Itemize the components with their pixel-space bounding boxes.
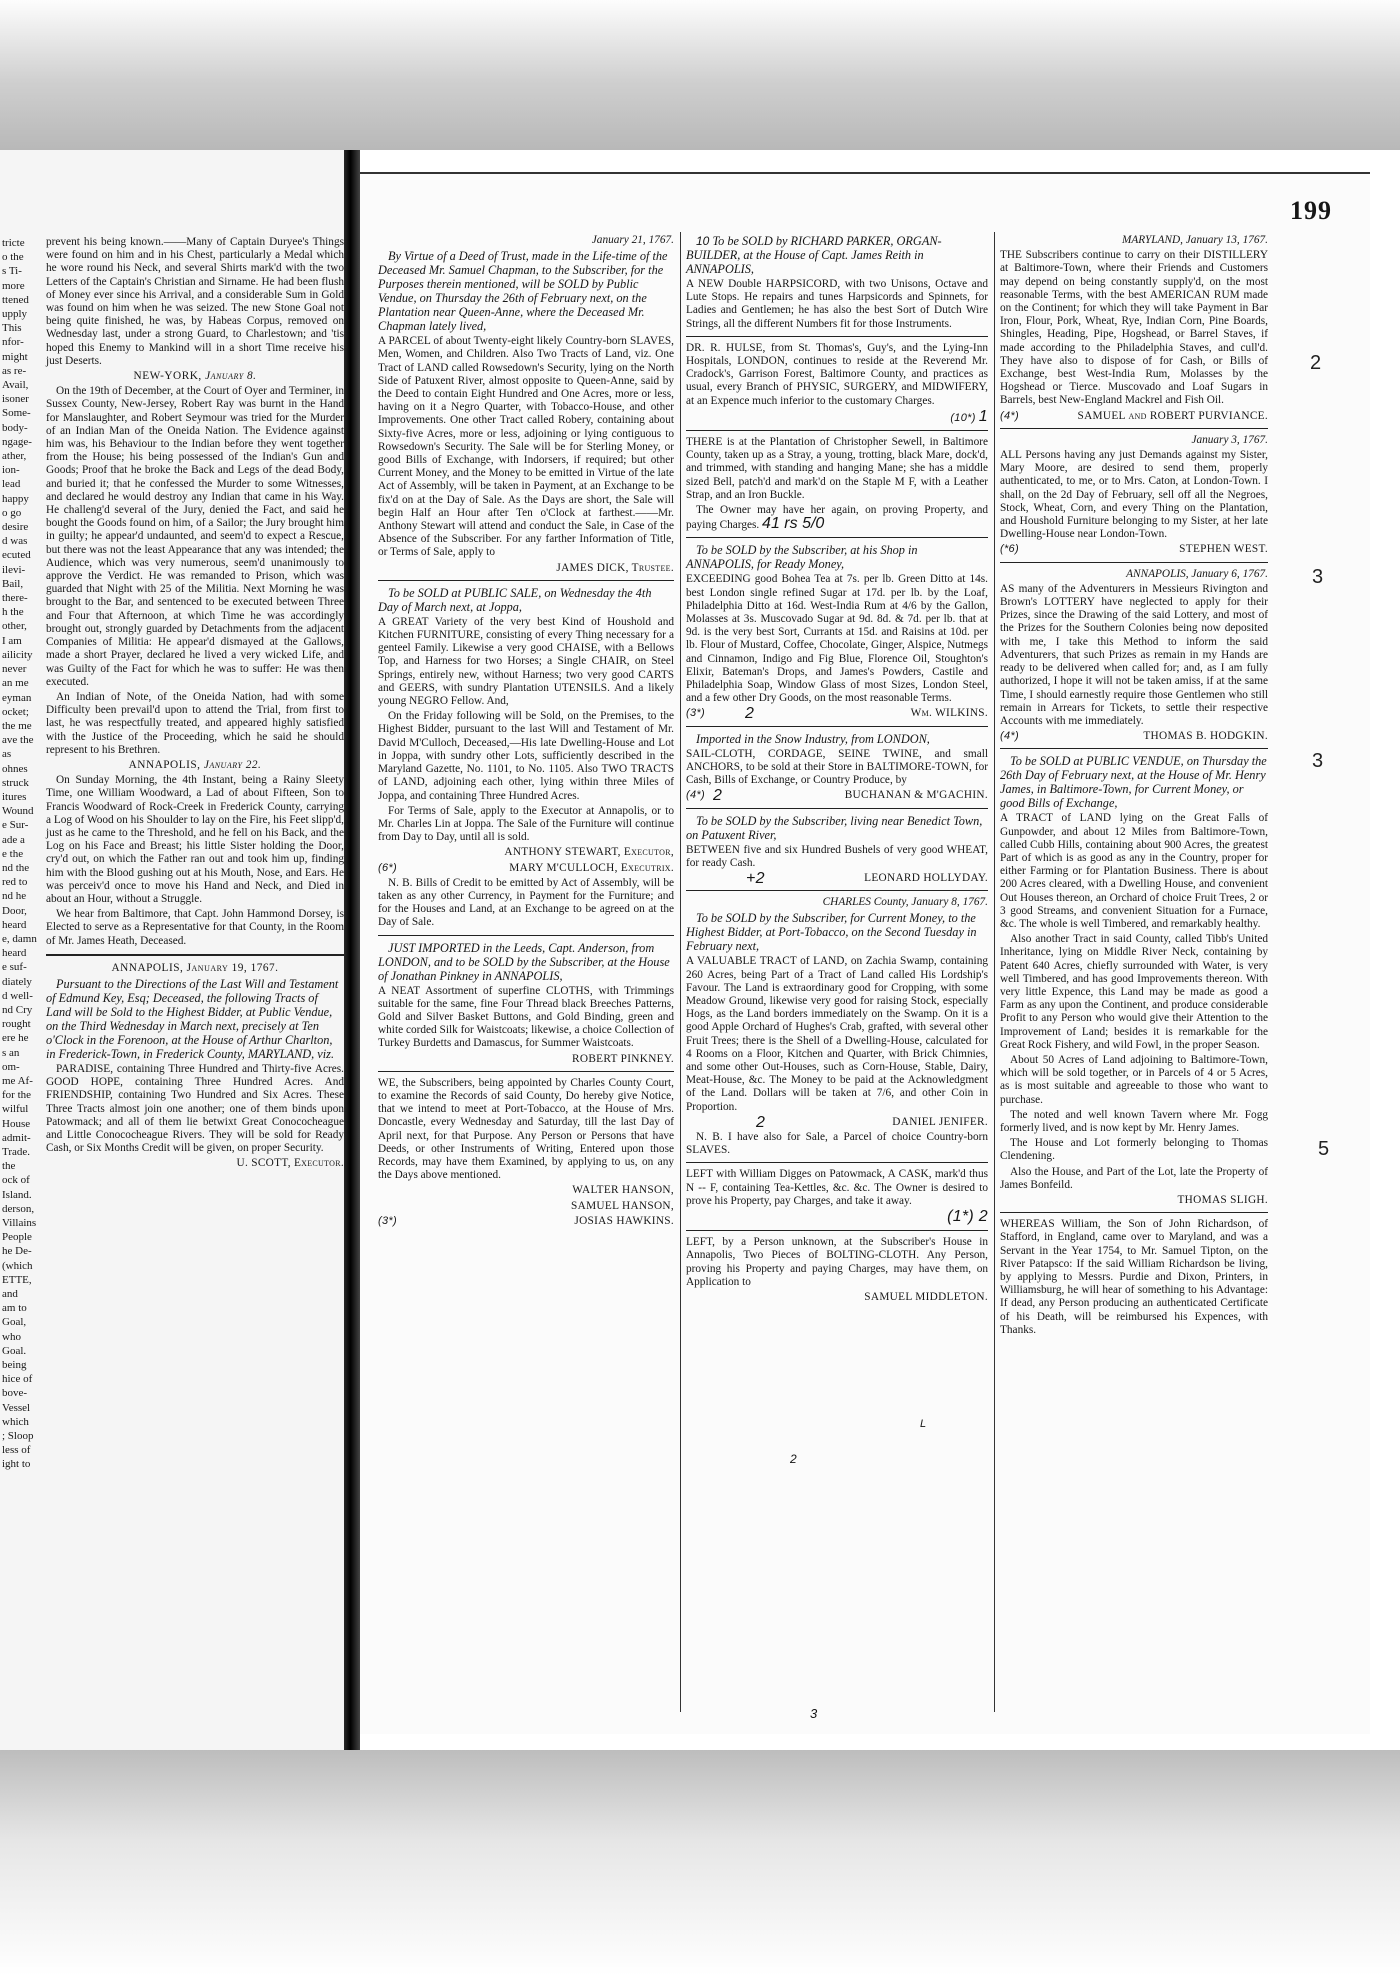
news-paragraph: prevent his being known.——Many of Captain Duryee's Things were found on him and in his Chest, particularly a Medal which he wore round his Neck, and several Shirts mark'd with the two Letters of the Captain's Christian and Sirname. He had been flush of Money ever since his Arrival, and a considerable Sum in Gold was found on him when he was seized. The new Stone Goal not being quite finished, he was, by Habeas Corpus, removed on Wednesday last, under a strong Guard, to Charlestown; and 'tis hoped this Enemy to Mankind will in a short Time receive his just Deserts. xyxy=(46,236,344,367)
ad-signature: SAMUEL HANSON, xyxy=(571,1199,674,1212)
handwritten-mark: (4*) xyxy=(686,789,705,802)
fragment-line: there- xyxy=(2,592,28,605)
fragment-line: ave the xyxy=(2,734,34,747)
fragment-line: less of xyxy=(2,1444,31,1457)
fragment-line: ilevi- xyxy=(2,563,26,576)
fragment-line: ecuted xyxy=(2,549,31,562)
ad-body: The noted and well known Tavern where Mr. Fogg formerly lived, and is now kept by Mr. Henry James. xyxy=(1000,1108,1268,1134)
margin-mark: 2 xyxy=(1310,352,1322,374)
fragment-line: isoner xyxy=(2,393,29,406)
fragment-line: ohnes xyxy=(2,762,28,775)
ad-title: To be SOLD at PUBLIC SALE, on Wednesday the 4th Day of March next, at Joppa, xyxy=(378,585,652,614)
news-paragraph: An Indian of Note, of the Oneida Nation, had with some Difficulty been prevail'd upon to attend the Trial, from first to last, he was respectfully treated, and appeared highly satisfied with the Justice of the Proceeding, which he said he should represent to his Brethren. xyxy=(46,690,344,756)
ad-signature xyxy=(1000,543,1268,556)
ad-signature: SAMUEL MIDDLETON. xyxy=(864,1290,988,1303)
fragment-line: h the xyxy=(2,606,24,619)
ad-body: BETWEEN five and six Hundred Bushels of very good WHEAT, for ready Cash. xyxy=(686,843,988,869)
ad-title: To be SOLD by the Subscriber, for Current Money, to the Highest Bidder, at Port-Tobacco, on the Second Tuesday in February next, xyxy=(686,911,977,954)
fragment-line: Island. xyxy=(2,1188,32,1201)
fragment-line: hice of xyxy=(2,1373,33,1386)
ad-body: A NEW Double HARPSICORD, with two Unisons, Octave and Lute Stops. He repairs and tunes Harpsicords and Spinnets, for Ladies and Gentlemen; he has also the best Sort of Dutch Wire Strings, all the different Numbers fit for those Instruments. xyxy=(686,278,988,330)
fragment-line: Villains xyxy=(2,1217,37,1230)
ad-rule xyxy=(1000,562,1268,563)
ad-rule xyxy=(686,890,988,891)
ad-dateline: ANNAPOLIS, January 19, 1767. xyxy=(111,961,279,974)
column-divider xyxy=(680,232,681,1712)
ad-signature xyxy=(686,1207,988,1225)
ad-title: JUST IMPORTED in the Leeds, Capt. Anderson, from LONDON, and to be SOLD by the Subscriber, at the House of Jonathan Pinkney in ANNAPOLIS, xyxy=(378,940,670,983)
ad-date: MARYLAND, January 13, 1767. xyxy=(1121,234,1268,246)
ad-body: SAIL-CLOTH, CORDAGE, SEINE TWINE, and small ANCHORS, to be sold at their Store in BALTIMORE-TOWN, for Cash, Bills of Exchange, or Country Produce, by xyxy=(686,747,988,787)
fragment-line: s Ti- xyxy=(2,265,22,278)
fragment-line: ocket; xyxy=(2,705,29,718)
handwritten-mark: 2 xyxy=(790,1452,797,1466)
ad-signature-text: THOMAS B. HODGKIN. xyxy=(1143,730,1268,743)
fragment-line: wilful xyxy=(2,1103,29,1116)
dateline-place: NEW-YORK, xyxy=(133,370,202,383)
fragment-line: e the xyxy=(2,847,24,860)
ad-body: The House and Lot formerly belonging to Thomas Clendening. xyxy=(1000,1137,1268,1163)
margin-mark: 3 xyxy=(1312,566,1324,588)
fragment-line: nd he xyxy=(2,890,27,903)
fragment-line: bove- xyxy=(2,1387,28,1400)
ad-date: January 21, 1767. xyxy=(591,234,674,246)
ad-body: LEFT with William Digges on Patowmack, A CASK, mark'd thus N -- F, containing Tea-Kettles, &c. &c. The Owner is desired to prove his Property, pay Charges, and take it away. xyxy=(686,1168,988,1207)
fragment-line: struck xyxy=(2,776,29,789)
fragment-line: ; Sloop xyxy=(2,1430,34,1443)
fragment-line: heard xyxy=(2,947,27,960)
fragment-line: upply xyxy=(2,308,28,321)
fragment-line: ETTE, xyxy=(2,1273,32,1286)
fragment-line: admit- xyxy=(2,1131,31,1144)
ad-rule xyxy=(686,726,988,727)
fragment-line: Vessel xyxy=(2,1401,31,1414)
fragment-line: lead xyxy=(2,478,21,491)
ad-body: For Terms of Sale, apply to the Executor at Annapolis, or to Mr. Charles Lin at Joppa. The Sale of the Furniture will continue from Day to Day, until all is sold. xyxy=(378,804,674,844)
fragment-line: e suf- xyxy=(2,961,27,974)
ad-signature: WALTER HANSON, xyxy=(572,1184,674,1197)
scan-top-shadow xyxy=(0,0,1400,150)
ad-title: To be SOLD by the Subscriber, living near Benedict Town, on Patuxent River, xyxy=(686,813,983,842)
left-fragment-column xyxy=(2,236,40,1716)
fragment-line: ock of xyxy=(2,1174,30,1187)
fragment-line: heard xyxy=(2,918,27,931)
fragment-line: the me xyxy=(2,719,32,732)
ad-body: LEFT, by a Person unknown, at the Subscriber's House in Annapolis, Two Pieces of BOLTING-CLOTH. Any Person, proving his Property and paying Charges, may have them, on Application to xyxy=(686,1236,988,1288)
ad-signature xyxy=(686,787,988,805)
fragment-line: ttened xyxy=(2,293,29,306)
fragment-line: who xyxy=(2,1330,21,1343)
ad-body: EXCEEDING good Bohea Tea at 7s. per lb. Green Ditto at 14s. best London single refined Sugar at 17d. per lb. by the Loaf, Philadelphia Ditto at 16d. West-India Rum at 4/6 by the Gallon, Molasses at 3s. Muscovado Sugar at 9d. 8d. & 7d. per lb. that at 9d. is the very best Sort, Currants at 15d. and Raisins at 10d. per lb. Flour of Mustard, Coffee, Chocolate, Ginger, Alspice, Nutmegs and Cinnamon, Indigo and Fig Blue, Florence Oil, Stoughton's Elixir, Bateman's Drops, and James's Powders, Castile and Philadelphia Soap, Window Glass of most Sizes, London Steel, and a few other Dry Goods, on the most reasonable Terms. xyxy=(686,573,988,705)
ad-date: CHARLES County, January 8, 1767. xyxy=(822,896,988,909)
news-heading xyxy=(46,370,344,383)
fragment-line: People xyxy=(2,1231,32,1244)
ad-signature: U. SCOTT, Executor. xyxy=(236,1157,344,1170)
handwritten-mark: 10 xyxy=(696,234,710,248)
fragment-line: nd Cry xyxy=(2,1003,33,1016)
fragment-line: red to xyxy=(2,876,28,889)
ad-date: ANNAPOLIS, January 6, 1767. xyxy=(1126,567,1268,580)
ad-body: A VALUABLE TRACT of LAND, on Zachia Swamp, containing 260 Acres, being Part of a Tract of Land called His Lordship's Favour. The Land is extraordinary good for Cropping, with some Meadow Ground, likewise very good for raising Stock, especially Hogs, as the Land borders immediately on the Swamp. On it is a good Apple Orchard of Hughes's Crab, grafted, with several other Fruit Trees; there is the Shell of a Dwelling-House, calculated for 4 Rooms on a Floor, Kitchen and Quarter, with Brick Chimnies, and some other Out-Houses, such as Corn-House, Stable, Dairy, Meat-House, &c. The Money to be paid at the Acknowledgment of the Land. Dollars will be taken at 7/6, and other Coin in Proportion. xyxy=(686,955,988,1113)
ad-rule xyxy=(686,1162,988,1163)
ad-rule xyxy=(378,935,674,936)
fragment-line: ade a xyxy=(2,833,25,846)
ad-body: DR. R. HULSE, from St. Thomas's, Guy's, and the Lying-Inn Hospitals, LONDON, continues to reside at the Reverend Mr. Cradock's, Garrison Forest, Baltimore County, and practices as usual, every Branch of PHYSIC, SURGERY, and MIDWIFERY, at an Expence much inferior to the customary Charges. xyxy=(686,341,988,407)
fragment-line: me Af- xyxy=(2,1074,33,1087)
fragment-line: never xyxy=(2,663,27,676)
ad-rule xyxy=(378,580,674,581)
fragment-line: eyman xyxy=(2,691,32,704)
ad-title: Pursuant to the Directions of the Last Will and Testament of Edmund Key, Esq; Deceased, the following Tracts of Land will be Sold to the Highest Bidder, at Public Vendue, on the Third Wednesday in March next, precisely at Ten o'Clock in the Forenoon, at the House of Arthur Charlton, in Frederick-Town, in Frederick County, MARYLAND, viz. xyxy=(46,976,339,1061)
dateline-place: ANNAPOLIS, xyxy=(128,758,201,771)
scan-bottom-shadow xyxy=(0,1750,1400,1976)
fragment-line: I am xyxy=(2,634,22,647)
fragment-line: itures xyxy=(2,790,27,803)
ad-rule xyxy=(686,537,988,538)
ad-body: A GREAT Variety of the very best Kind of Houshold and Kitchen FURNITURE, consisting of every Thing necessary for a genteel Family. Likewise a very good CHAISE, with a Bellows Top, and Harness for two Horses; a Single CHAIR, on Steel Springs, entirely new, without Harness; two very good CARTS and GEERS, with sundry Plantation UTENSILS. And a likely young NEGRO Fellow. And, xyxy=(378,615,674,708)
fragment-line: nfor- xyxy=(2,336,24,349)
ad-body: Also the House, and Part of the Lot, late the Property of James Bonfeild. xyxy=(1000,1165,1268,1191)
fragment-line: e Sur- xyxy=(2,819,29,832)
fragment-line: s an xyxy=(2,1046,20,1059)
ad-body: WHEREAS William, the Son of John Richardson, of Stafford, in England, came over to Maryland, and was a Servant in the Year 1754, to Mr. Samuel Tipton, on the River Patapsco: If the said William Richardson be living, by applying to Messrs. Purdie and Dixon, Printers, in Williamsburg, he will hear of something to his Advantage: If dead, any Person producing an authenticated Certificate of his Death, will be reimbursed his Expences, with Thanks. xyxy=(1000,1218,1268,1336)
ad-body: On the Friday following will be Sold, on the Premises, to the Highest Bidder, pursuant to the last Will and Testament of Mr. David M'Culloch, Deceased,—His late Dwelling-House and Lot in Joppa, with sundry other Lots, sufficiently described in the Maryland Gazette, No. 1101, to No. 1105. Also TWO TRACTS of LAND, adjoining each other, lying within three Miles of Joppa, and containing Three Hundred Acres. xyxy=(378,710,674,802)
fragment-line: e, damn xyxy=(2,932,37,945)
handwritten-mark: 1 xyxy=(978,407,988,425)
column-rule xyxy=(46,954,344,956)
news-paragraph: On Sunday Morning, the 4th Instant, being a Rainy Sleety Time, one William Woodward, a Lad of about Fifteen, Son to Francis Woodward of Rock-Creek in Frederick County, carrying a Log of Wood on his Shoulder to lay on the Fire, his Feet slipp'd, just as he came to the Threshold, and he fell on his Back, and the Log on his Face and Breast; his little Sister holding the Door, cry'd out, on which the Father ran out and took him up, finding him with the Blood gushing out at his Mouth, Nose, and Ears. He was perceiv'd once to move his Hand and Neck, and Died in about an Hour, without a Struggle. xyxy=(46,774,344,905)
handwritten-mark: 2 xyxy=(712,787,723,805)
fragment-line: ere he xyxy=(2,1032,29,1045)
fragment-line: rought xyxy=(2,1018,31,1031)
ad-signature xyxy=(1000,730,1268,743)
left-news-column xyxy=(46,236,344,1173)
fragment-line: body- xyxy=(2,421,28,434)
ad-body: N. B. I have also for Sale, a Parcel of choice Country-born SLAVES. xyxy=(686,1130,988,1157)
ad-body: AS many of the Adventurers in Messieurs Rivington and Brown's LOTTERY have neglected to apply for their Prizes, since the Drawing of the said Lottery, and most of the Prizes for the Southern Colonies being now deposited with me, I take this Method to inform the said Adventurers, that such Prizes as remain in my Hands are ready to be delivered when called for; and, as I am fully authorized, I hope it will not be taken amiss, if at the same Time, I should earnestly require those Gentlemen who still remain in Arrears for Tickets, to settle their respective Accounts with me immediately. xyxy=(1000,582,1268,727)
handwritten-mark: (*6) xyxy=(1000,543,1019,556)
ad-rule xyxy=(378,1071,674,1072)
fragment-line: as xyxy=(2,748,12,761)
binding-gutter xyxy=(344,150,360,1750)
handwritten-mark: (3*) xyxy=(686,707,705,720)
ad-body: PARADISE, containing Three Hundred and Thirty-five Acres. GOOD HOPE, containing Three Hundred Acres. And FRIENDSHIP, containing Two Hundred and Six Acres. These Three Tracts almost join one another; one of them binds upon Patowmack; and all of them lie betwixt Great Conococheague and Little Conococheague Rivers. They will be sold for Ready Cash, or Six Months Credit will be given, on proper Security. xyxy=(46,1062,344,1155)
fragment-line: am to xyxy=(2,1302,27,1315)
ad-body xyxy=(686,504,988,532)
fragment-line: om- xyxy=(2,1060,20,1073)
fragment-line: other, xyxy=(2,620,27,633)
ad-body: N. B. Bills of Credit to be emitted by Act of Assembly, will be taken as any other Currency, in Payment for the Furniture; and for the Houses and Land, at an Exchange to be agreed on at the Day of Sale. xyxy=(378,876,674,929)
fragment-line: Trade. xyxy=(2,1146,31,1158)
handwritten-mark: (6*) xyxy=(378,861,397,874)
ad-body: THE Subscribers continue to carry on their DISTILLERY at Baltimore-Town, where their Friends and Customers may depend on being constantly supply'd, on the most reasonable Terms, with the best AMERICAN RUM made on the Continent; for which they will take Payment in Bar Iron, Flour, Pork, Wheat, Rye, Indian Corn, Pine Boards, Shingles, Heading, Pipe, Hogshead, or Barrel Staves, if made according to the Philadelphia Staves, and cull'd. They have also to dispose of for Cash, or Bills of Exchange, best West-India Rum, Molasses by the Hogshead or Tierce. Muscovado and Loaf Sugars in Barrels, best New-England Mackrel and Fish Oil. xyxy=(1000,249,1268,407)
fragment-line: Some- xyxy=(2,407,31,420)
fragment-line: ight to xyxy=(2,1458,31,1471)
fragment-line: This xyxy=(2,322,22,335)
page-number: 199 xyxy=(1290,196,1332,225)
ad-rule xyxy=(1000,428,1268,429)
ad-signature-text: JOSIAS HAWKINS. xyxy=(574,1214,674,1227)
ad-rule xyxy=(686,808,988,809)
ad-signature-text: DANIEL JENIFER. xyxy=(892,1115,988,1128)
fragment-line: ather, xyxy=(2,450,27,463)
margin-mark: 5 xyxy=(1318,1138,1330,1160)
fragment-line: and xyxy=(2,1288,18,1301)
fragment-line: diately xyxy=(2,975,32,988)
ad-signature-text: LEONARD HOLLYDAY. xyxy=(864,871,988,884)
handwritten-mark: +2 xyxy=(746,869,765,887)
fragment-line: ailicity xyxy=(2,648,33,661)
ad-body: THERE is at the Plantation of Christopher Sewell, in Baltimore County, taken up as a Stray, a young, trotting, black Mare, dock'd, and trimmed, with standing and hanging Mane; she has a middle sized Bell, patch'd and mark'd on the Staple M F, with a Leather Strap, and an Iron Buckle. xyxy=(686,436,988,501)
dateline-date: January 8. xyxy=(205,370,257,383)
ad-date: January 3, 1767. xyxy=(1191,433,1268,446)
ad-signature-text: Wm. WILKINS. xyxy=(910,707,988,720)
ad-rule xyxy=(686,336,988,337)
ad-body: Also another Tract in said County, called Tibb's United Inheritance, lying on Middle River Neck, containing by Patent 640 Acres, chiefly surrounded with Water, is very well Timbered, and has good Improvements thereon. With very little Expence, this Land may be made as good a Farm as any upon the Continent, and produce considerable Profit to any Person who would give their Attention to the Improvement of Land; besides it is remarkable for the Great Rock Fishery, and wild Fowl, in the proper Season. xyxy=(1000,933,1268,1051)
handwritten-mark: 41 rs 5/0 xyxy=(762,515,825,533)
fragment-line: Avail, xyxy=(2,379,29,392)
fragment-line: Goal. xyxy=(2,1344,27,1357)
fragment-line: being xyxy=(2,1359,27,1372)
ad-rule xyxy=(1000,748,1268,749)
dateline-date: January 22. xyxy=(203,758,262,771)
ad-title: Imported in the Snow Industry, from LONDON, xyxy=(696,731,930,746)
fragment-line: the xyxy=(2,1160,16,1173)
ad-signature xyxy=(378,1215,674,1228)
fragment-line: Bail, xyxy=(2,577,24,590)
news-paragraph: On the 19th of December, at the Court of Oyer and Terminer, in Sussex County, New-Jersey, Robert Ray was burnt in the Hand for Manslaughter, and Robert Seymour was tried for the Murder of an Indian Man of the Oneida Nation. The Evidence against him was, his Behaviour to the Indian before they went together from the House; his being possessed of the Indian's Gun and Goods; Proof that he broke the Back and Legs of the dead Body, and buried it; that he confessed the Murder to some Witnesses, and declared he would destroy any Indian that came in his Way. He challeng'd several of the Jury, denied the Fact, and said he bought the Goods found on him, of a Sailor; the Jury brought him in guilty; he appear'd undaunted, and seem'd to expect a Rescue, but there was not the least Appearance that any was intended; the Audience, which was very numerous, seem'd unanimously to approve the Verdict. He was remanded to Prison, which was guarded that Night with 25 of the Militia. Next Morning he was brought to the Bar, and sentenced to be executed between Three and Four that Afternoon, at which Time he was accordingly brought out, strongly guarded by Detachments from the adjacent Companies of Militia: He appear'd dismayed at the Gallows, made a short Prayer, declared he lived a very wicked Life, and was Guilty of the Fact for which he was to suffer: He was then executed. xyxy=(46,385,344,688)
news-heading xyxy=(46,759,344,772)
ad-title: To be SOLD by the Subscriber, at his Shop in ANNAPOLIS, for Ready Money, xyxy=(686,543,918,572)
fragment-line: (which xyxy=(2,1259,33,1272)
ad-signature: ROBERT PINKNEY. xyxy=(572,1052,674,1065)
ad-signature-text: BUCHANAN & M'GACHIN. xyxy=(844,789,988,802)
ad-signature xyxy=(686,1113,988,1131)
margin-mark: 3 xyxy=(1312,750,1324,772)
ad-signature: THOMAS SLIGH. xyxy=(1177,1194,1268,1206)
handwritten-mark: (4*) xyxy=(1000,730,1019,743)
fragment-line: might xyxy=(2,350,28,363)
fragment-line: desire xyxy=(2,521,29,534)
fragment-line: for the xyxy=(2,1089,32,1102)
advert-column-2 xyxy=(686,234,988,1306)
fragment-line: Door, xyxy=(2,904,27,917)
ad-rule xyxy=(1000,1212,1268,1213)
fragment-line: tricte xyxy=(2,237,25,249)
ad-body: ALL Persons having any just Demands against my Sister, Mary Moore, are desired to send them, properly authenticated, to me, or to Mrs. Caton, at London-Town. I shall, on the 2d Day of February, sell off all the Negroes, Stock, Wheat, Corn, and every Thing on the Plantation, and Houshold Furniture belonging to my Sister, at her late Dwelling-House near London-Town. xyxy=(1000,449,1268,541)
ad-signature-text: STEPHEN WEST. xyxy=(1179,543,1268,556)
fragment-line: d was xyxy=(2,535,28,548)
column-divider xyxy=(994,232,995,1712)
handwritten-mark: (4*) xyxy=(1000,409,1019,422)
ad-title: To be SOLD at PUBLIC VENDUE, on Thursday the 26th Day of February next, at the House of Mr. Henry James, in Baltimore-Town, for Current Money, or good Bills of Exchange, xyxy=(1000,754,1267,811)
fragment-line: Wound xyxy=(2,805,34,818)
advert-column-1 xyxy=(378,234,674,1230)
ad-signature xyxy=(686,407,988,425)
fragment-line: happy xyxy=(2,492,29,505)
ad-body: About 50 Acres of Land adjoining to Baltimore-Town, which will be sold together, or in Parcels of 4 or 5 Acres, as is most suitable and agreeable to those who want to purchase. xyxy=(1000,1053,1268,1106)
ad-signature xyxy=(686,869,988,887)
ad-rule xyxy=(686,430,988,431)
ad-signature: JAMES DICK, Trustee. xyxy=(556,561,674,574)
ad-body: A NEAT Assortment of superfine CLOTHS, with Trimmings suitable for the same, fine Four Thread black Breeches Patterns, Gold and Silver Basket Buttons, and Gold Binding, green and white corded Silk for Waistcoats; likewise, a choice Collection of Turkey Burdetts and Damascus, for Summer Waistcoats. xyxy=(378,984,674,1050)
ad-signature: ANTHONY STEWART, Executor, xyxy=(504,846,674,859)
fragment-line: derson, xyxy=(2,1202,35,1215)
ad-rule xyxy=(686,1230,988,1231)
ad-signature xyxy=(378,862,674,875)
ad-body: A TRACT of LAND lying on the Great Falls of Gunpowder, and about 12 Miles from Baltimore-Town, called Cubb Hills, containing about 900 Acres, the greatest Part of which is as good as any in the Country, proper for either Farming or for Plantation Business. There is about 200 Acres cleared, with a Dwelling House, and convenient Out Houses thereon, an Orchard of choice Fruit Trees, 2 or 3 good Streams, and convenient Situation for a Furnace, &c. The whole is well Timbered, and remarkably healthy. xyxy=(1000,812,1268,930)
handwritten-mark: (10*) xyxy=(950,411,976,424)
ad-title xyxy=(686,234,988,276)
fragment-line: nd the xyxy=(2,861,30,874)
fragment-line: an me xyxy=(2,677,29,690)
fragment-line: House xyxy=(2,1117,31,1130)
fragment-line: more xyxy=(2,279,25,292)
handwritten-mark: 2 xyxy=(744,705,755,723)
handwritten-mark: 2 xyxy=(756,1113,766,1131)
fragment-line: he De- xyxy=(2,1245,32,1258)
handwritten-mark: (3*) xyxy=(378,1214,397,1227)
fragment-line: ngage- xyxy=(2,435,32,448)
fragment-line: o the xyxy=(2,251,24,264)
news-paragraph: We hear from Baltimore, that Capt. John Hammond Dorsey, is Elected to serve as a Representative for that County, in the Room of Mr. James Heath, Deceased. xyxy=(46,908,344,947)
fragment-line: as re- xyxy=(2,364,27,377)
handwritten-mark: (1*) 2 xyxy=(947,1207,988,1225)
handwritten-mark: L xyxy=(920,1418,927,1430)
fragment-line: ion- xyxy=(2,464,20,477)
handwritten-mark: 3 xyxy=(810,1706,818,1721)
ad-body: A PARCEL of about Twenty-eight likely Country-born SLAVES, Men, Women, and Children. Also Two Tracts of Land, viz. One Tract of LAND called Rowsedown's Security, lying on the North Side of Patuxent River, almost opposite to Queen-Anne, said by the Deed to contain Eight Hundred and One Acres, more or less, having on it a Negro Quarter, with Tobacco-House, and other Improvements. One other Tract called Robery, containing about Sixty-five Acres, more or less, adjoining or lying contiguous to Rowsedown's Security. The Sale will be for Sterling Money, or good Bills of Exchange, with Indorsers, if required; but other Current Money, and the Money to be emitted in Virtue of the late Act of Assembly, will be taken in Payment, at an Exchange to be fix'd on at the Day of Sale. As the Days are short, the Sale will begin Half an Hour after Ten o'Clock at farthest.——Mr. Anthony Stewart will attend and conduct the Sale, in Case of the Absence of the Subscriber. For any farther Information of Title, or Terms of Sale, apply to xyxy=(378,335,674,559)
ad-title-text: To be SOLD by RICHARD PARKER, ORGAN-BUILDER, at the House of Capt. James Reith in ANNAPOLIS, xyxy=(686,234,942,276)
fragment-line: o go xyxy=(2,506,22,519)
ad-body-text: The Owner may have her again, on proving Property, and paying Charges. xyxy=(686,504,988,532)
ad-signature-text: MARY M'CULLOCH, Executrix. xyxy=(509,861,674,874)
fragment-line: d well- xyxy=(2,989,33,1002)
ad-signature-text: SAMUEL and ROBERT PURVIANCE. xyxy=(1077,409,1268,422)
fragment-line: Goal, xyxy=(2,1316,27,1329)
ad-signature xyxy=(686,705,988,723)
ad-title: By Virtue of a Deed of Trust, made in the Life-time of the Deceased Mr. Samuel Chapman, to the Subscriber, for the Purposes therein mentioned, will be SOLD by Public Vendue, on Thursday the 26th of February next, on the Plantation near Queen-Anne, where the Deceased Mr. Chapman lately lived, xyxy=(378,249,668,334)
ad-body: WE, the Subscribers, being appointed by Charles County Court, to examine the Records of said County, Do hereby give Notice, that we intend to meet at Port-Tobacco, at the House of Mrs. Doncastle, every Wednesday and Saturday, till the last Day of April next, for that Purpose. Any Person or Persons that have Deeds, or other Instruments of Writing, Entered upon those Records, may have them Examined, by applying to us, on any the Days above mentioned. xyxy=(378,1076,674,1182)
advert-column-3 xyxy=(1000,234,1268,1339)
ad-signature xyxy=(1000,410,1268,423)
fragment-line: which xyxy=(2,1415,29,1428)
